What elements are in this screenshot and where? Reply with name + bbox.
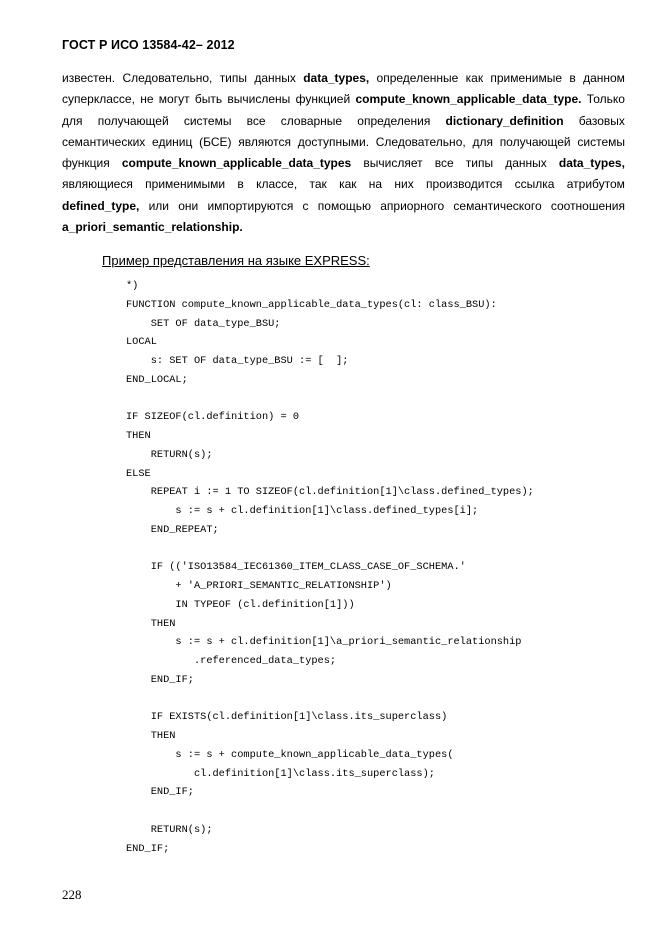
paragraph-word: помощью — [317, 198, 371, 213]
paragraph-word: Следовательно, — [122, 71, 213, 85]
page-number: 228 — [62, 887, 82, 902]
paragraph-word: единиц — [152, 134, 193, 149]
code-line: + 'A_PRIORI_SEMANTIC_RELATIONSHIP') — [126, 580, 392, 592]
paragraph-word: являющиеся — [62, 177, 133, 192]
code-line: THEN — [126, 730, 176, 742]
code-line — [126, 802, 534, 821]
paragraph-word: известен. — [62, 71, 116, 85]
paragraph-line — [62, 196, 625, 217]
paragraph-word: данном — [583, 71, 625, 85]
paragraph-word: так — [309, 177, 327, 192]
paragraph-term: data_types, — [303, 71, 370, 85]
paragraph-term: data_types, — [558, 156, 625, 171]
code-line: *) — [126, 280, 139, 292]
code-line: IF SIZEOF(cl.definition) = 0 — [126, 411, 300, 424]
paragraph-word: вычисляет — [363, 156, 423, 171]
express-code-block — [126, 277, 534, 858]
paragraph-word: или — [148, 198, 169, 213]
paragraph-word: для — [472, 134, 493, 149]
paragraph-word: системы — [577, 134, 625, 149]
paragraph-word: производится — [426, 177, 503, 192]
code-line: s: SET OF data_type_BSU := [ ]; — [126, 355, 349, 367]
paragraph-word: доступными. — [297, 134, 370, 149]
paragraph-word: в — [569, 71, 576, 85]
code-line: s := s + compute_known_applicable_data_types( — [126, 748, 454, 761]
paragraph-word: Только — [586, 92, 625, 107]
paragraph-line — [62, 89, 625, 110]
code-line: END_REPEAT; — [126, 523, 219, 536]
paragraph-word: суперклассе, — [62, 92, 135, 107]
code-line — [126, 540, 534, 559]
paragraph-word: априорного — [380, 198, 445, 213]
paragraph-line — [62, 153, 625, 174]
paragraph-word: могут — [158, 92, 190, 107]
paragraph-line — [62, 132, 625, 153]
paragraph-term: dictionary_definition — [445, 113, 564, 128]
paragraph-word: как — [465, 71, 484, 85]
paragraph-line — [62, 111, 625, 132]
code-line: END_IF; — [126, 786, 194, 799]
paragraph-word: них — [394, 177, 414, 192]
paragraph-word: данных — [254, 71, 296, 85]
paragraph-term: a_priori_semantic_relationship. — [62, 220, 243, 235]
paragraph-word: получающей — [499, 134, 571, 149]
code-line: ELSE — [126, 467, 151, 480]
paragraph-word: как — [339, 177, 357, 192]
paragraph-term: compute_known_applicable_data_type. — [355, 92, 582, 107]
paragraph-word: определения — [357, 113, 431, 128]
paragraph-word: для — [62, 113, 83, 128]
paragraph-word: быть — [194, 92, 223, 107]
paragraph-line — [62, 174, 625, 195]
paragraph-word: системы — [183, 113, 232, 128]
paragraph-word: импортируются — [207, 198, 294, 213]
paragraph-word: словарные — [280, 113, 343, 128]
paragraph-word: Следовательно, — [375, 134, 466, 149]
paragraph-word: функция — [62, 156, 110, 171]
paragraph-word: ссылка — [514, 177, 555, 192]
paragraph-word: функцией — [295, 92, 351, 107]
code-line: THEN — [126, 617, 176, 630]
paragraph-word: все — [246, 113, 266, 128]
code-line: IF (('ISO13584_IEC61360_ITEM_CLASS_CASE_OF_SCHEMA.' — [126, 561, 466, 574]
code-line: IN TYPEOF (cl.definition[1])) — [126, 598, 355, 611]
code-line: cl.definition[1]\class.its_superclass); — [126, 767, 435, 780]
paragraph-word: (БСЕ) — [199, 134, 232, 149]
code-line: .referenced_data_types; — [126, 655, 337, 667]
paragraph-word: на — [368, 177, 383, 192]
paragraph-word: данных — [505, 156, 547, 171]
paragraph-word: применимыми — [145, 177, 226, 192]
paragraph-word: получающей — [97, 113, 169, 128]
paragraph-term: defined_type, — [62, 198, 140, 213]
paragraph-line — [62, 68, 625, 89]
paragraph-word: определенные — [376, 71, 459, 85]
code-line: END_IF; — [126, 842, 170, 855]
code-line: FUNCTION compute_known_applicable_data_types(cl: class_BSU): — [126, 298, 497, 311]
code-line: END_IF; — [126, 673, 194, 686]
paragraph-word: атрибутом — [566, 177, 625, 192]
paragraph-word: в — [237, 177, 244, 192]
paragraph-word: применимые — [490, 71, 563, 85]
example-title: Пример представления на языке EXPRESS: — [102, 253, 370, 268]
paragraph-line — [62, 217, 625, 238]
code-line — [126, 390, 534, 409]
document-header: ГОСТ Р ИСО 13584-42– 2012 — [62, 38, 235, 52]
paragraph-word: семантических — [62, 134, 146, 149]
code-line — [126, 690, 534, 709]
code-line: s := s + cl.definition[1]\a_priori_semantic_relationship — [126, 636, 522, 649]
code-line: LOCAL — [126, 336, 157, 349]
paragraph-word: не — [140, 92, 154, 107]
code-line: s := s + cl.definition[1]\class.defined_types[i]; — [126, 505, 479, 517]
code-line: IF EXISTS(cl.definition[1]\class.its_superclass) — [126, 711, 448, 724]
code-line: THEN — [126, 430, 151, 442]
code-line: RETURN(s); — [126, 823, 213, 836]
paragraph-word: базовых — [578, 113, 625, 128]
paragraph-word: соотношения — [550, 198, 625, 213]
paragraph-term: compute_known_applicable_data_types — [121, 156, 352, 171]
paragraph-word: типы — [219, 71, 248, 85]
code-line: RETURN(s); — [126, 448, 213, 461]
paragraph-word: семантического — [453, 198, 542, 213]
paragraph-word: они — [178, 198, 199, 213]
paragraph-word: типы — [465, 156, 494, 171]
paragraph-word: классе, — [256, 177, 298, 192]
paragraph-word: с — [302, 198, 309, 213]
code-line: SET OF data_type_BSU; — [126, 317, 281, 330]
paragraph-word: являются — [238, 134, 291, 149]
code-line: END_LOCAL; — [126, 373, 188, 386]
body-paragraph — [62, 68, 625, 238]
paragraph-word: все — [434, 156, 454, 171]
code-line: REPEAT i := 1 TO SIZEOF(cl.definition[1]\class.defined_types); — [126, 486, 534, 499]
paragraph-word: вычислены — [227, 92, 291, 107]
